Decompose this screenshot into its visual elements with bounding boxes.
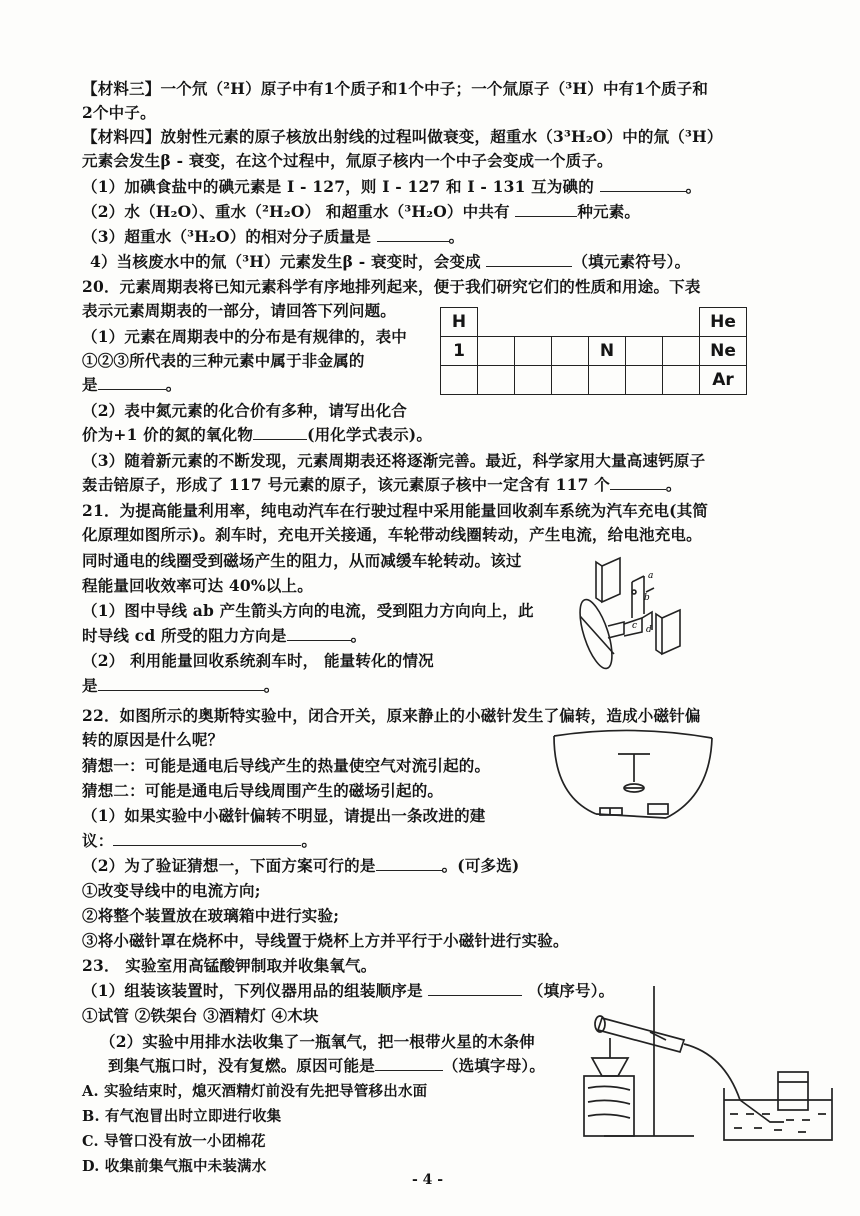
question-19-2: （2）水（H₂O）、重水（²H₂O） 和超重水（³H₂O）中共有 种元素。 [82, 202, 641, 221]
element-cell [589, 366, 626, 395]
answer-blank[interactable] [98, 375, 166, 390]
material-four-line1: 【材料四】放射性元素的原子核放出射线的过程叫做衰变，超重水（3³H₂O）中的氚（³H） [82, 127, 723, 146]
option-22-3: ③将小磁针罩在烧杯中，导线置于烧杯上方并平行于小磁针进行实验。 [82, 931, 569, 950]
element-cell: He [700, 308, 747, 337]
label-b: b [644, 593, 650, 603]
answer-blank[interactable] [113, 831, 301, 846]
element-cell [552, 308, 589, 337]
question-22-2: （2）为了验证猜想一，下面方案可行的是 。(可多选) [82, 856, 520, 875]
question-20-2a: （2）表中氮元素的化合价有多种，请写出化合 [82, 401, 407, 420]
answer-blank[interactable] [375, 1056, 443, 1071]
question-20-3b: 轰击锫原子，形成了 117 号元素的原子，该元素原子核中一定含有 117 个 。 [82, 475, 682, 494]
element-cell [663, 308, 700, 337]
element-cell [515, 337, 552, 366]
option-22-2: ②将整个装置放在玻璃箱中进行实验; [82, 906, 340, 925]
oersted-experiment-diagram [548, 726, 718, 826]
answer-blank[interactable] [428, 981, 522, 996]
material-three-line1: 【材料三】一个氘（²H）原子中有1个质子和1个中子；一个氚原子（³H）中有1个质子和 [82, 79, 709, 98]
question-23-1: （1）组装该装置时，下列仪器用品的组装顺序是 （填序号）。 [82, 981, 615, 1000]
question-22-stem1: 22．如图所示的奥斯特实验中，闭合开关，原来静止的小磁针发生了偏转，造成小磁针偏 [82, 706, 701, 725]
label-a: a [648, 571, 654, 581]
element-cell: 1 [441, 337, 478, 366]
label-c: c [632, 621, 638, 631]
option-a: A. 实验结束时，熄灭酒精灯前没有先把导管移出水面 [82, 1083, 428, 1100]
question-20-stem2: 表示元素周期表的一部分，请回答下列问题。 [82, 301, 397, 320]
element-cell [515, 308, 552, 337]
energy-recovery-diagram [562, 542, 704, 674]
guess-two: 猜想二：可能是通电后导线周围产生的磁场引起的。 [82, 781, 444, 800]
option-c: C. 导管口没有放一小团棉花 [82, 1133, 266, 1150]
option-b: B. 有气泡冒出时立即进行收集 [82, 1108, 282, 1125]
element-cell [663, 366, 700, 395]
option-22-1: ①改变导线中的电流方向; [82, 881, 261, 900]
periodic-table-row3 [441, 366, 747, 395]
question-20-3a: （3）随着新元素的不断发现，元素周期表还将逐渐完善。最近，科学家用大量高速钙原子 [82, 451, 706, 470]
question-22-1b: 议： 。 [82, 831, 318, 850]
answer-blank[interactable] [376, 856, 442, 871]
question-21-stem1: 21．为提高能量利用率，纯电动汽车在行驶过程中采用能量回收刹车系统为汽车充电(其简 [82, 501, 709, 520]
answer-blank[interactable] [515, 202, 577, 217]
material-four-line2: 元素会发生β - 衰变，在这个过程中，氚原子核内一个中子会变成一个质子。 [82, 151, 613, 170]
label-d: d [646, 625, 652, 635]
question-19-1: （1）加碘食盐中的碘元素是 I - 127，则 I - 127 和 I - 131 互为碘的 。 [82, 177, 702, 196]
question-21-1a: （1）图中导线 ab 产生箭头方向的电流，受到阻力方向向上，此 [82, 601, 534, 620]
question-22-stem2: 转的原因是什么呢？ [82, 730, 224, 749]
page-number: - 4 - [412, 1172, 444, 1188]
element-cell [626, 337, 663, 366]
element-cell [552, 337, 589, 366]
oxygen-collection-apparatus [574, 980, 836, 1150]
answer-blank[interactable] [287, 626, 351, 641]
option-d: D. 收集前集气瓶中未装满水 [82, 1158, 267, 1175]
question-19-3: （3）超重水（³H₂O）的相对分子质量是 。 [82, 227, 465, 246]
question-21-1b: 时导线 cd 所受的阻力方向是 。 [82, 626, 367, 645]
element-cell [663, 337, 700, 366]
question-23-2a: （2）实验中用排水法收集了一瓶氧气，把一根带火星的木条伸 [100, 1032, 535, 1051]
question-22-1a: （1）如果实验中小磁针偏转不明显，请提出一条改进的建 [82, 806, 486, 825]
question-20-1c: 是 。 [82, 375, 182, 394]
question-23-2b: 到集气瓶口时，没有复燃。原因可能是 （选填字母）。 [108, 1056, 546, 1075]
question-21-stem2: 化原理如图所示)。刹车时，充电开关接通，车轮带动线圈转动，产生电流，给电池充电。 [82, 525, 702, 544]
question-20-2b: 价为+1 价的氮的氧化物 (用化学式表示)。 [82, 425, 433, 444]
answer-blank[interactable] [486, 252, 572, 267]
element-cell [515, 366, 552, 395]
question-21-2a: （2） 利用能量回收系统刹车时， 能量转化的情况 [82, 651, 434, 670]
material-three-line2: 2个中子。 [82, 103, 156, 122]
periodic-table [440, 307, 747, 395]
element-cell [626, 308, 663, 337]
element-cell [478, 337, 515, 366]
answer-blank[interactable] [600, 177, 686, 192]
element-cell [589, 308, 626, 337]
element-cell: Ar [700, 366, 747, 395]
question-21-stem3: 同时通电的线圈受到磁场产生的阻力，从而减缓车轮转动。该过 [82, 551, 522, 570]
question-20-1b: ①②③所代表的三种元素中属于非金属的 [82, 351, 365, 370]
question-20-1a: （1）元素在周期表中的分布是有规律的，表中 [82, 327, 407, 346]
periodic-table-row1 [441, 308, 747, 337]
element-cell [441, 366, 478, 395]
element-cell [552, 366, 589, 395]
answer-blank[interactable] [610, 475, 666, 490]
periodic-table-row2 [441, 337, 747, 366]
element-cell: Ne [700, 337, 747, 366]
element-cell: N [589, 337, 626, 366]
answer-blank[interactable] [253, 425, 307, 440]
question-23-items: ①试管 ②铁架台 ③酒精灯 ④木块 [82, 1006, 319, 1025]
question-21-2b: 是 。 [82, 676, 280, 695]
element-cell [478, 366, 515, 395]
question-21-stem4: 程能量回收效率可达 40%以上。 [82, 576, 313, 595]
question-23-stem: 23． 实验室用高锰酸钾制取并收集氧气。 [82, 956, 377, 975]
element-cell [478, 308, 515, 337]
element-cell [626, 366, 663, 395]
question-20-stem1: 20．元素周期表将已知元素科学有序地排列起来，便于我们研究它们的性质和用途。下表 [82, 277, 701, 296]
answer-blank[interactable] [98, 676, 264, 691]
question-19-4: 4）当核废水中的氚（³H）元素发生β - 衰变时，会变成 （填元素符号）。 [90, 252, 691, 271]
answer-blank[interactable] [377, 227, 449, 242]
element-cell: H [441, 308, 478, 337]
guess-one: 猜想一：可能是通电后导线产生的热量使空气对流引起的。 [82, 756, 491, 775]
